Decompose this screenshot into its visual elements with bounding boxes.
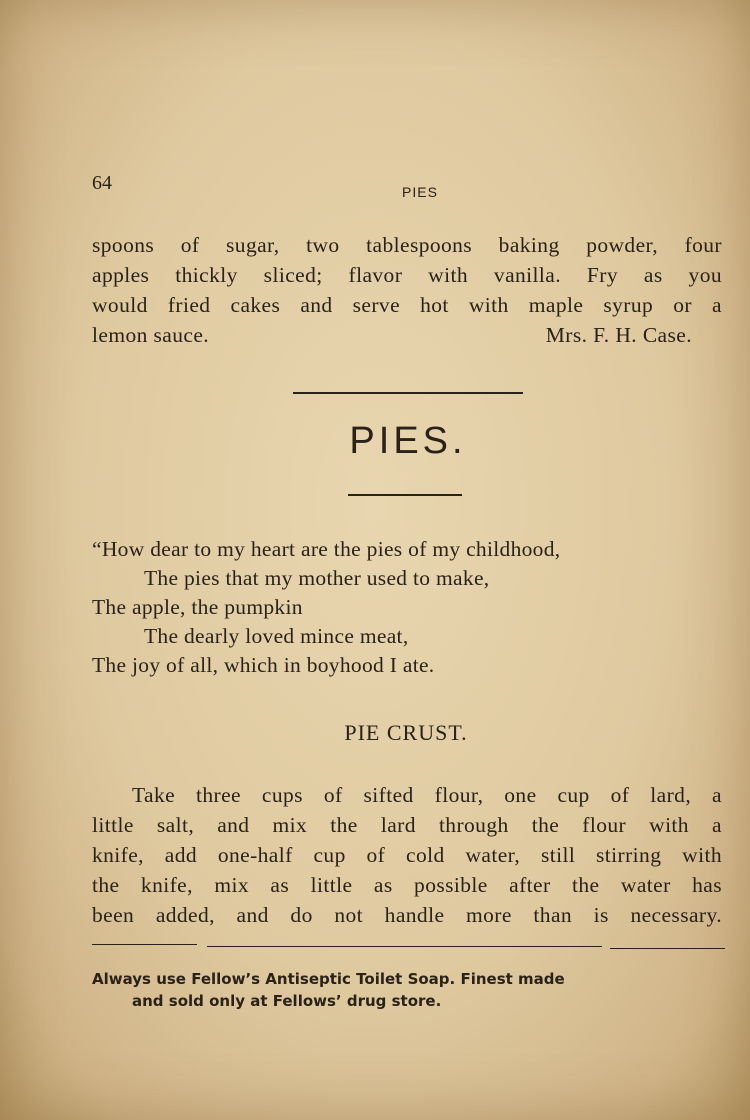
footer-line: and sold only at Fellows’ drug store. (132, 992, 442, 1010)
intro-last-line (92, 320, 692, 350)
divider-rule (293, 392, 523, 394)
intro-line: spoons of sugar, two tablespoons baking powder, four (92, 233, 722, 257)
section-title: PIES. (349, 420, 467, 462)
divider-rule (348, 494, 462, 496)
recipe-line: knife, add one-half cup of cold water, still stirring with (92, 843, 722, 867)
recipe-line: Take three cups of sifted flour, one cup of lard, a (132, 783, 722, 807)
footer-rule (610, 948, 725, 949)
poem (92, 535, 560, 680)
poem-line: The dearly loved mince meat, (144, 624, 409, 648)
intro-line: lemon sauce. (92, 323, 210, 347)
signature: Mrs. F. H. Case. (545, 323, 692, 347)
poem-line: The pies that my mother used to make, (144, 566, 490, 590)
recipe-title: PIE CRUST. (344, 720, 468, 745)
page-number: 64 (92, 172, 112, 194)
footer-advertisement (92, 968, 732, 1012)
footer-line: Always use Fellow’s Antiseptic Toilet Soap. Finest made (92, 970, 565, 988)
recipe-line: been added, and do not handle more than is necessary. (92, 903, 722, 927)
footer-rule (207, 946, 602, 947)
intro-line: would fried cakes and serve hot with maple syrup or a (92, 293, 722, 317)
running-title: PIES (402, 184, 438, 200)
poem-line: “How dear to my heart are the pies of my childhood, (92, 537, 561, 561)
poem-line: The apple, the pumpkin (92, 595, 303, 619)
recipe-paragraph (92, 780, 722, 930)
footer-rule (92, 944, 197, 945)
recipe-line: little salt, and mix the lard through the flour with a (92, 813, 722, 837)
intro-line: apples thickly sliced; flavor with vanilla. Fry as you (92, 263, 722, 287)
poem-line: The joy of all, which in boyhood I ate. (92, 653, 435, 677)
intro-paragraph (92, 230, 722, 350)
recipe-line: the knife, mix as little as possible after the water has (92, 873, 722, 897)
